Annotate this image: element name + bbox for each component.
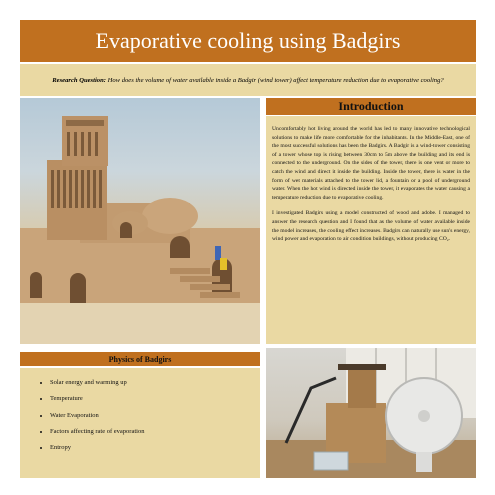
badgir-building-illustration xyxy=(20,98,260,344)
research-question-label: Research Question: xyxy=(52,76,106,84)
badgir-model-photo xyxy=(266,348,476,478)
badgir-building-photo xyxy=(20,98,260,344)
physics-list-panel xyxy=(20,368,260,478)
list-item: • Solar energy and warming up xyxy=(50,378,260,388)
list-item: • Temperature xyxy=(50,394,260,404)
introduction-text xyxy=(266,116,476,344)
research-question xyxy=(20,64,476,96)
list-item: • Water Evaporation xyxy=(50,411,260,421)
physics-list xyxy=(20,378,260,453)
physics-heading: Physics of Badgirs xyxy=(20,352,260,366)
introduction-heading: Introduction xyxy=(266,98,476,115)
research-question-text: How does the volume of water available inside a Badgir (wind tower) affect temperature reduction due to evaporative cooling? xyxy=(105,76,444,84)
badgir-model-illustration xyxy=(266,348,476,478)
introduction-paragraph-2: I investigated Badgirs using a model constructed of wood and adobe. I managed to answer the research question and I found that as the volume of water available inside the model increases, the cooling effect increases. Badgirs can naturally use sun's energy, wind power and evaporation to air condition buildings, without producing CO₂. xyxy=(272,210,470,243)
list-item: • Entropy xyxy=(50,443,260,453)
list-item: • Factors affecting rate of evaporation xyxy=(50,427,260,437)
poster-title: Evaporative cooling using Badgirs xyxy=(20,20,476,62)
introduction-paragraph-1: Uncomfortably hot living around the world has led to many innovative technological solutions to make life more comfortable for the inhabitants. In the Middle-East, one of the most successful solutions has been the Badgirs. A Badgir is a wind-tower consisting of a tower whose top is rising between 30cm to 5m above the building and its end is connected to the underground. On the sides of the tower, there is one vent or more to catch the wind and direct it inside the building. Inside the tower, there is water in the form of wet materials attached to the tower lid, a fountain or a pool of underground water. When the hot wind is directed inside the tower, it evaporates the water causing a temperature reduction due to evaporative cooling. xyxy=(272,126,470,201)
